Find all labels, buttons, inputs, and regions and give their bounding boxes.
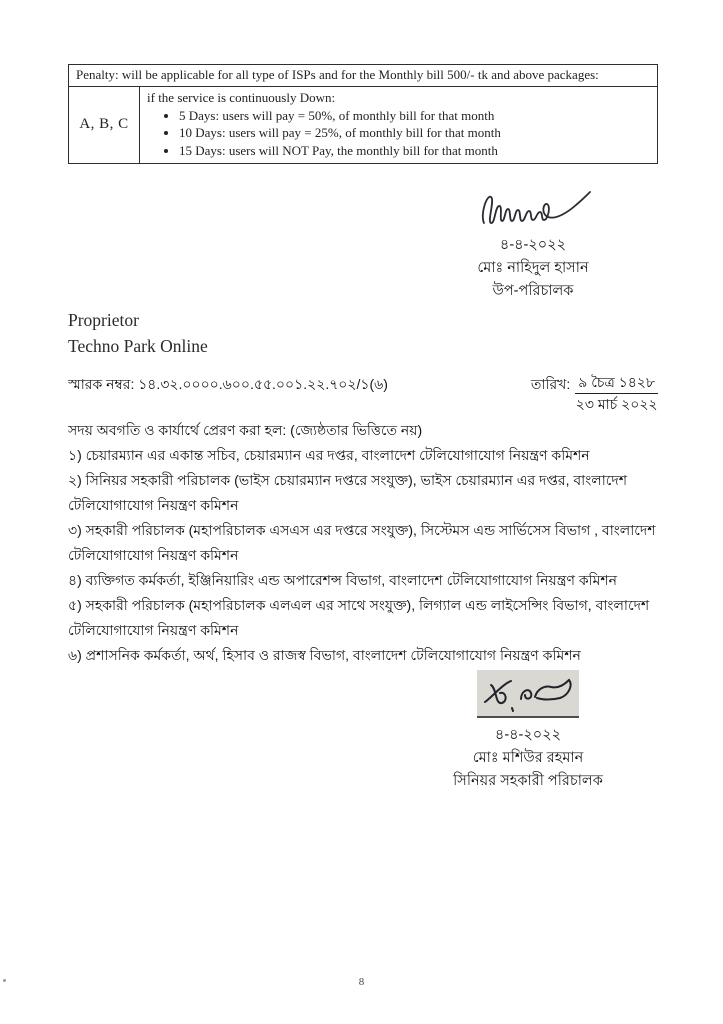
memo-date-label: তারিখ:: [530, 375, 571, 392]
penalty-bullet: • 10 Days: users will pay = 25%, of monthly bill for that month: [179, 124, 650, 141]
signature-1-title: উপ-পরিচালক: [492, 282, 574, 299]
conditions-cell: [140, 86, 658, 163]
sender-block: [68, 307, 658, 359]
signature-2-name: মোঃ মশিউর রহমান: [472, 749, 584, 766]
memo-date-stack: [575, 373, 658, 414]
list-item: ৩) সহকারী পরিচালক (মহাপরিচালক এসএস এর দপ্তরে সংযুক্ত), সিস্টেমস এন্ড সার্ভিসেস বিভাগ , বাংলাদেশ টেলিযোগাযোগ নিয়ন্ত্রণ কমিশন: [68, 521, 656, 563]
signature-block-1: [413, 182, 653, 303]
distribution-intro: সদয় অবগতি ও কার্যার্থে প্রেরণ করা হল: (জ্যেষ্ঠতার ভিত্তিতে নয়): [68, 421, 423, 438]
list-item: ৬) প্রশাসনিক কর্মকর্তা, অর্থ, হিসাব ও রাজস্ব বিভাগ, বাংলাদেশ টেলিযোগাযোগ নিয়ন্ত্রণ কমিশন: [68, 646, 581, 663]
page-number: 8: [358, 976, 365, 988]
grade-cell: A, B, C: [69, 86, 140, 163]
memo-date-bengali: ৯ চৈত্র ১৪২৮: [575, 373, 658, 394]
signature-2-scan-box: [477, 670, 579, 718]
penalty-bullet: • 15 Days: users will NOT Pay, the monthly bill for that month: [179, 142, 650, 159]
memo-row: [68, 373, 658, 414]
stray-mark: [3, 979, 6, 982]
sender-org: Techno Park Online: [68, 335, 208, 356]
list-item: ১) চেয়ারম্যান এর একান্ত সচিব, চেয়ারম্যান এর দপ্তর, বাংলাদেশ টেলিযোগাযোগ নিয়ন্ত্রণ কমিশন: [68, 446, 590, 463]
memo-date-gregorian: ২৩ মার্চ ২০২২: [575, 395, 658, 412]
memo-number: স্মারক নম্বর: ১৪.৩২.০০০০.৬০০.৫৫.০০১.২২.৭০২/১(৬): [68, 375, 388, 392]
signature-1-name: মোঃ নাহিদুল হাসান: [477, 259, 589, 276]
signature-1-handwriting-icon: [474, 182, 592, 228]
penalty-header-cell: Penalty: will be applicable for all type of ISPs and for the Monthly bill 500/- tk and above packages:: [69, 65, 658, 87]
penalty-table: [68, 64, 658, 164]
table-row: [69, 86, 658, 163]
signature-2-handwriting-icon: [479, 672, 577, 714]
memo-date: [531, 373, 658, 414]
sender-title: Proprietor: [68, 309, 139, 330]
table-row: [69, 65, 658, 87]
penalty-bullet: • 5 Days: users will pay = 50%, of monthly bill for that month: [179, 107, 650, 124]
penalty-bullet-list: [179, 107, 650, 159]
signature-2-date: ৪-৪-২০২২: [494, 726, 562, 743]
list-item: ৫) সহকারী পরিচালক (মহাপরিচালক এলএল এর সাথে সংযুক্ত), লিগ্যাল এন্ড লাইসেন্সিং বিভাগ, বাংলাদেশ টেলিযোগাযোগ নিয়ন্ত্রণ কমিশন: [68, 596, 650, 638]
signature-block-2: [408, 670, 648, 793]
signature-2-title: সিনিয়র সহকারী পরিচালক: [453, 772, 603, 789]
list-item: ৪) ব্যক্তিগত কর্মকর্তা, ইঞ্জিনিয়ারিং এন্ড অপারেশন্স বিভাগ, বাংলাদেশ টেলিযোগাযোগ নিয়ন্ত্রণ কমিশন: [68, 571, 618, 588]
signature-1-date: ৪-৪-২০২২: [499, 236, 567, 253]
list-item: ২) সিনিয়র সহকারী পরিচালক (ভাইস চেয়ারম্যান দপ্তরে সংযুক্ত), ভাইস চেয়ারম্যান এর দপ্তর, বাংলাদেশ টেলিযোগাযোগ নিয়ন্ত্রণ কমিশন: [68, 471, 628, 513]
condition-line: if the service is continuously Down:: [147, 89, 336, 105]
distribution-list: [68, 418, 658, 668]
